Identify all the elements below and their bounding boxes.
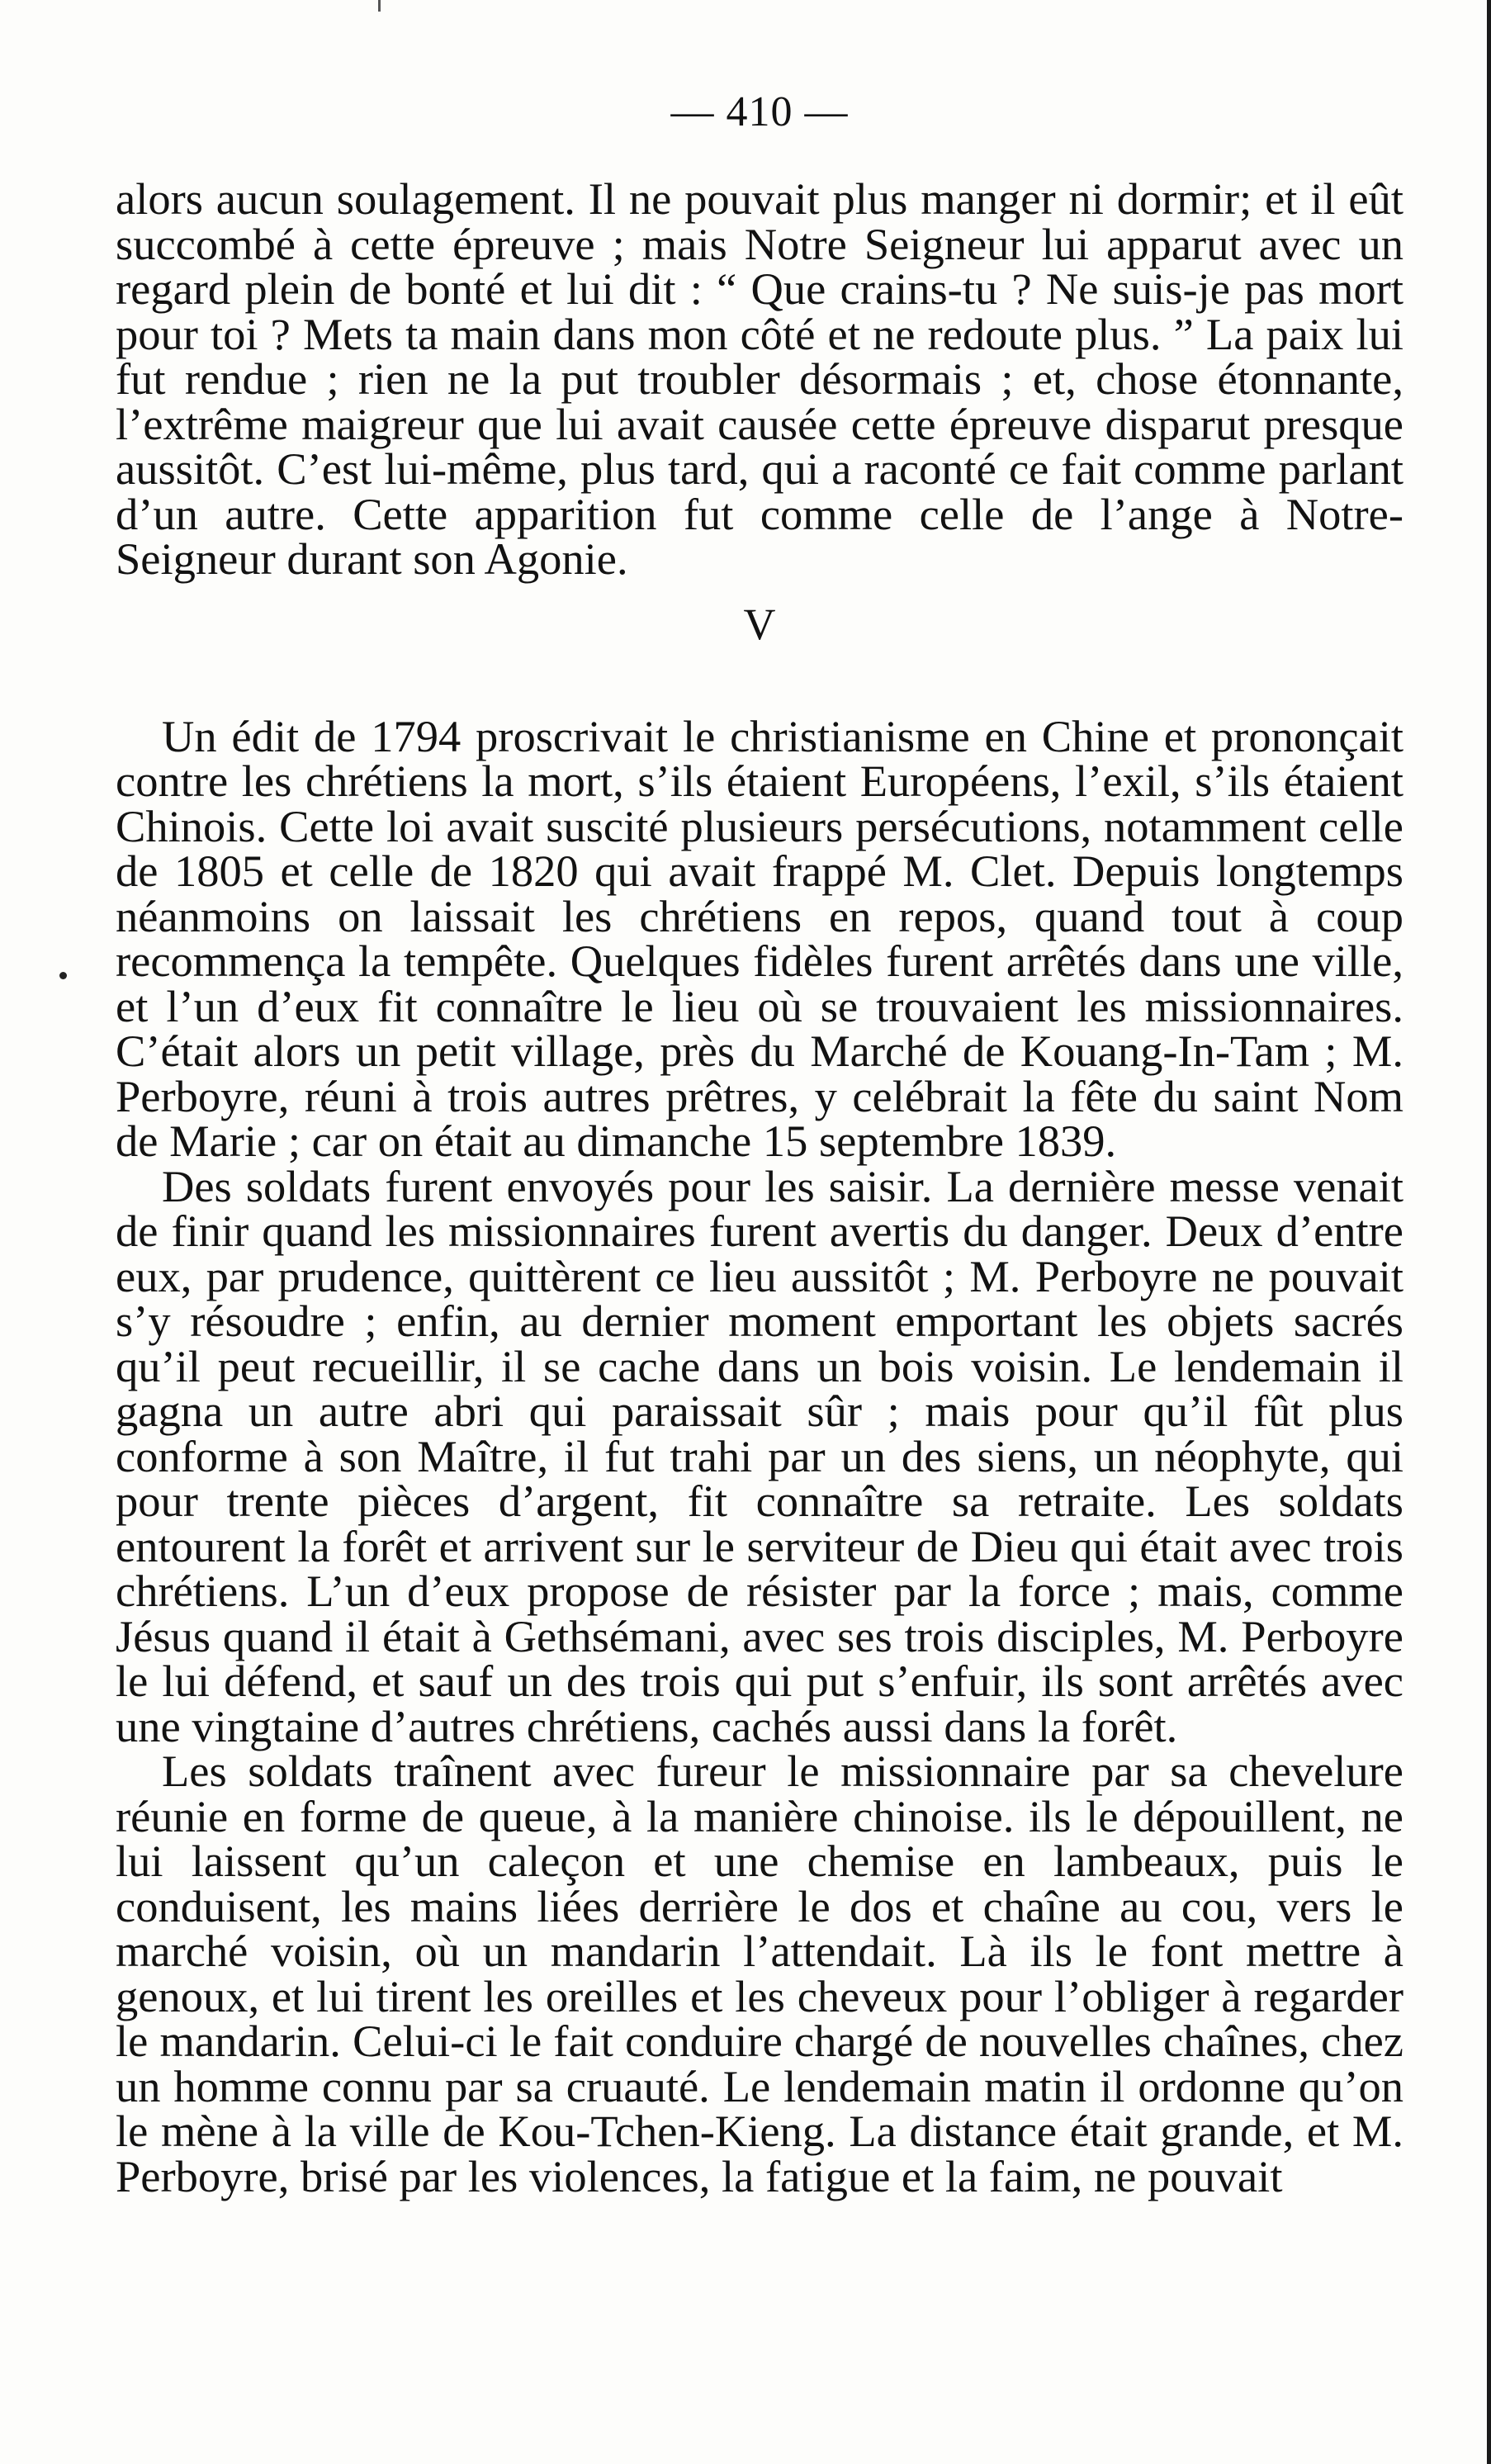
book-page xyxy=(116,88,1403,2201)
section-heading: V xyxy=(743,599,776,649)
paragraph-3: Des soldats furent envoyés pour les saisir. La dernière messe venait de finir quand les missionnaires furent avertis du danger. Deux d’entre eux, par prudence, quittèrent ce lieu aussitôt ; M. Perboyre ne pouvait s’y résoudre ; enfin, au dernier moment emportant les objets sacrés qu’il peut recueillir, il se cache dans un bois voisin. Le lendemain il gagna un autre abri qui paraissait sûr ; mais pour qu’il fût plus conforme à son Maître, il fut trahi par un des siens, un néophyte, qui pour trente pièces d’argent, fit connaître sa retraite. Les soldats entourent la forêt et arrivent sur le serviteur de Dieu qui était avec trois chrétiens. L’un d’eux propose de résister par la force ; mais, comme Jésus quand il était à Gethsémani, avec ses trois disciples, M. Perboyre le lui défend, et sauf un des trois qui put s’enfuir, ils sont arrêtés avec une vingtaine d’autres chrétiens, cachés aussi dans la forêt. xyxy=(116,1160,1403,1751)
page-number: — 410 — xyxy=(670,88,849,135)
stray-mark xyxy=(378,0,381,12)
page-edge-border xyxy=(1487,0,1491,2464)
paragraph-1: alors aucun soulagement. Il ne pouvait plus manger ni dormir; et il eût succombé à cette épreuve ; mais Notre Seigneur lui apparut avec un regard plein de bonté et lui dit : “ Que crains-tu ? Ne suis-je pas mort pour toi ? Mets ta main dans mon côté et ne redoute plus. ” La paix lui fut rendue ; rien ne la put troubler désormais ; et, chose étonnante, l’extrême maigreur que lui avait causée cette épreuve disparut presque aussitôt. C’est lui-même, plus tard, qui a raconté ce fait comme parlant d’un autre. Cette apparition fut comme celle de l’ange à Notre-Seigneur durant son Agonie. xyxy=(116,173,1403,584)
paragraph-2: Un édit de 1794 proscrivait le christianisme en Chine et prononçait contre les chrétiens la mort, s’ils étaient Européens, l’exil, s’ils étaient Chinois. Cette loi avait suscité plusieurs persécutions, notamment celle de 1805 et celle de 1820 qui avait frappé M. Clet. Depuis longtemps néanmoins on laissait les chrétiens en repos, quand tout à coup recommença la tempête. Quelques fidèles furent arrêtés dans une ville, et l’un d’eux fit connaître le lieu où se trouvaient les missionnaires. C’était alors un petit village, près du Marché de Kouang-In-Tam ; M. Perboyre, réuni à trois autres prêtres, y celébrait la fête du saint Nom de Marie ; car on était au dimanche 15 septembre 1839. xyxy=(116,710,1403,1166)
margin-dot xyxy=(59,972,67,979)
paragraph-4: Les soldats traînent avec fureur le missionnaire par sa chevelure réunie en forme de queue, à la manière chinoise. ils le dépouillent, ne lui laissent qu’un caleçon et une chemise en lambeaux, puis le conduisent, les mains liées derrière le dos et chaîne au cou, vers le marché voisin, où un mandarin l’attendait. Là ils le font mettre à genoux, et lui tirent les oreilles et les cheveux pour l’obliger à regarder le mandarin. Celui-ci le fait conduire chargé de nouvelles chaînes, chez un homme connu par sa cruauté. Le lendemain matin il ordonne qu’on le mène à la ville de Kou-Tchen-Kieng. La distance était grande, et M. Perboyre, brisé par les violences, la fatigue et la faim, ne pouvait xyxy=(116,1746,1403,2201)
